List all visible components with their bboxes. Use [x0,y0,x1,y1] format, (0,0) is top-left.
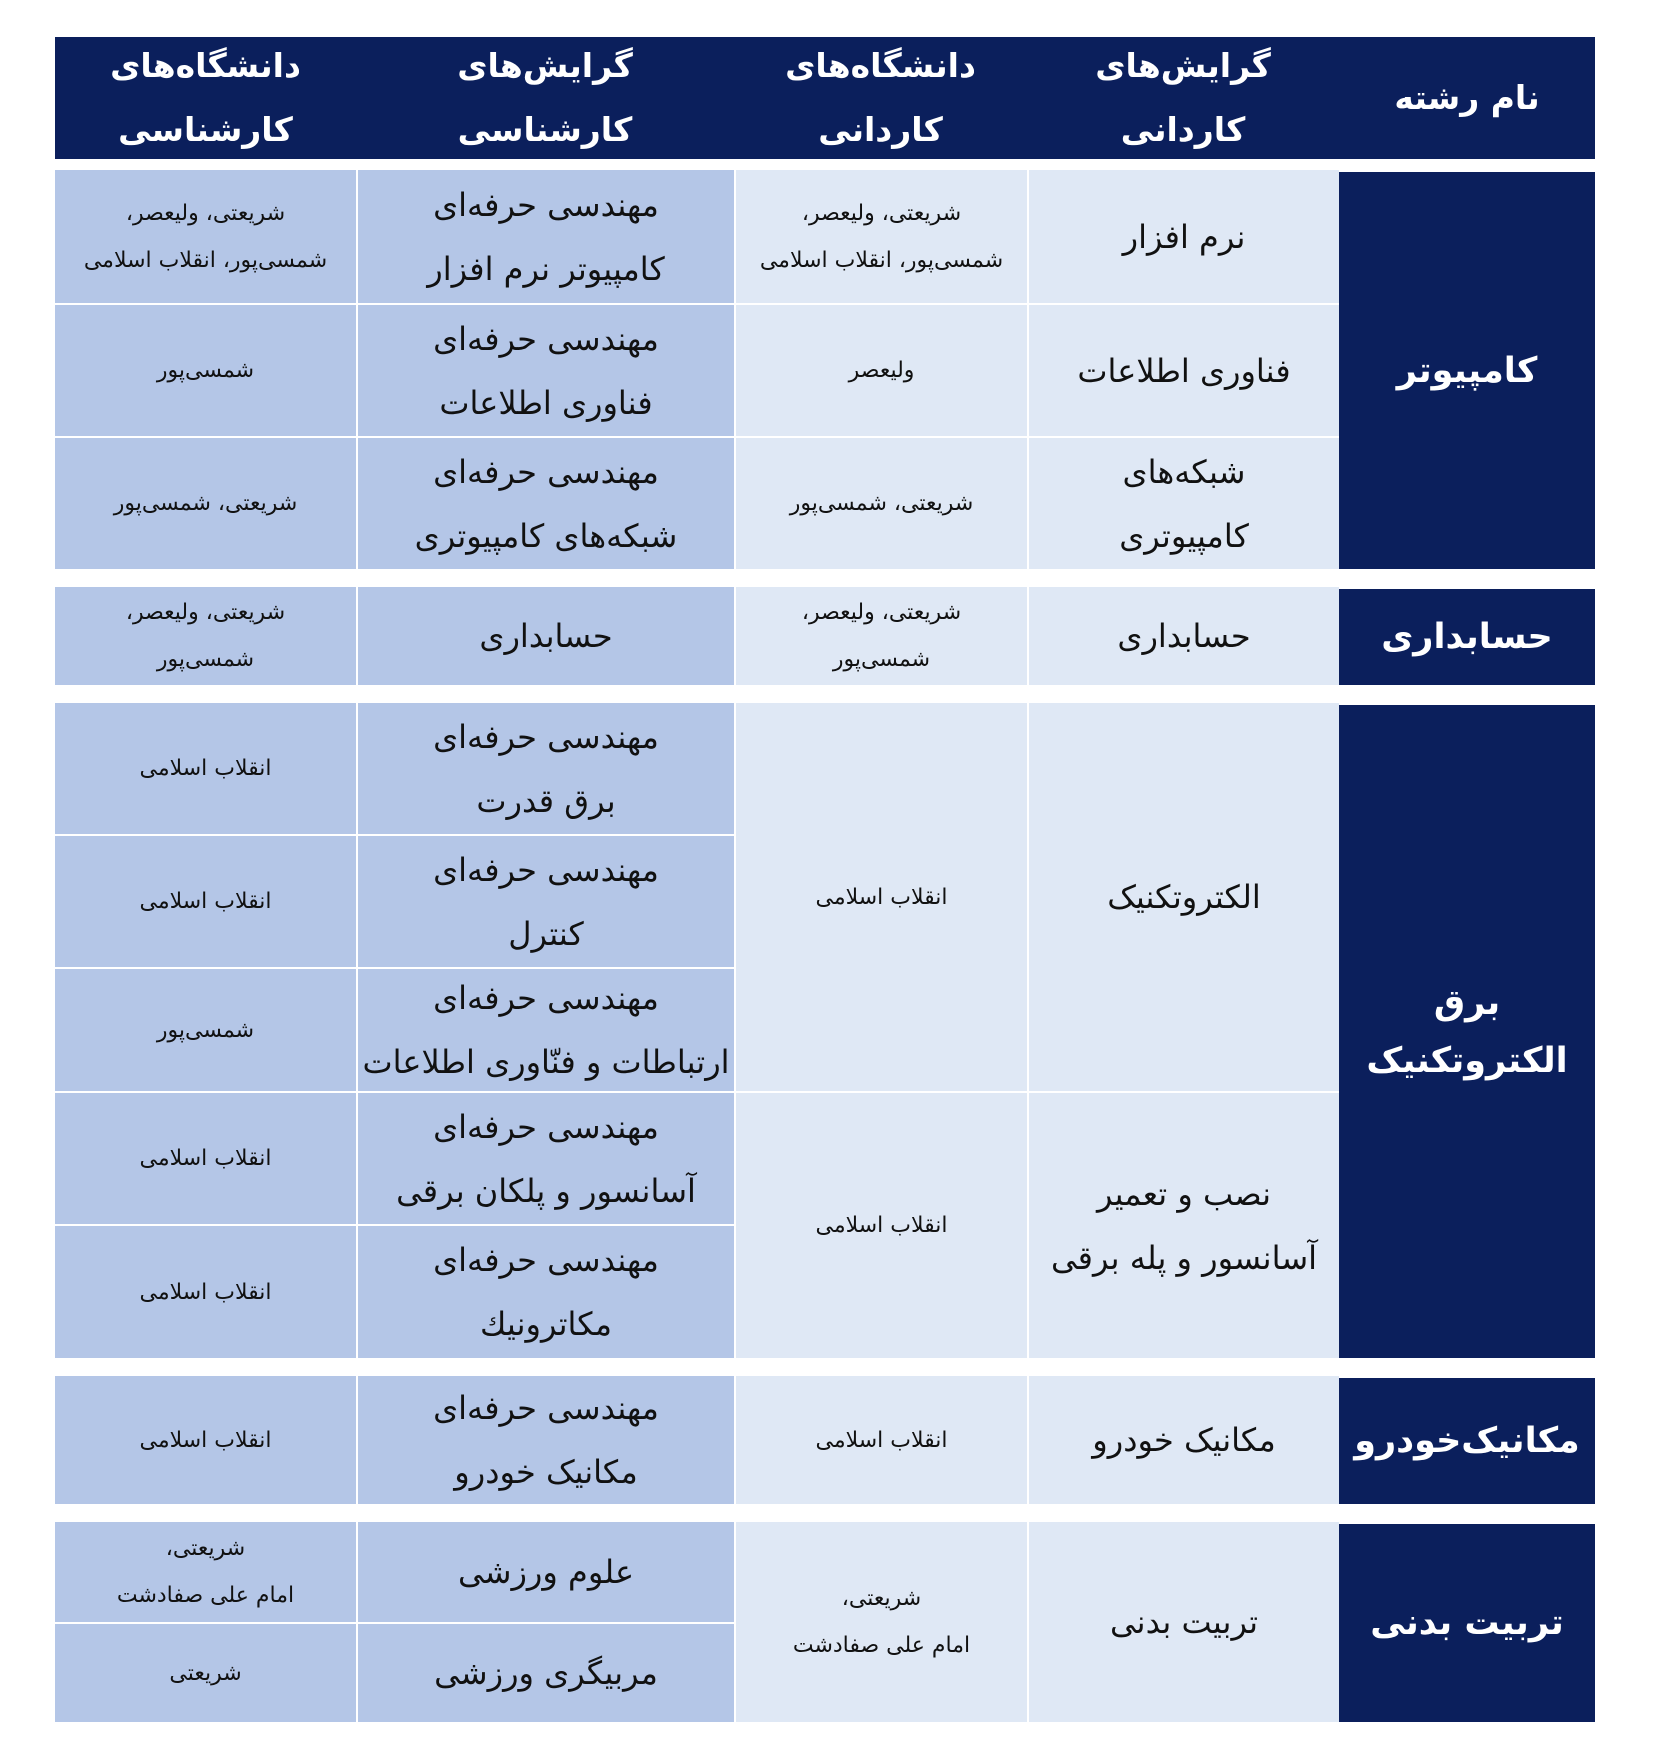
karshenasi-universities-cell: شمسی‌پور [55,967,356,1091]
header-karshenasi-universities: دانشگاه‌های کارشناسی [55,37,356,159]
kardani-universities-cell: انقلاب اسلامی [734,1376,1027,1504]
kardani-universities-cell: شریعتی، ولیعصر، شمسی‌پور [734,587,1027,685]
karshenasi-major-cell: مهندسی حرفه‌ای کامپیوتر نرم افزار [356,170,734,303]
kardani-major-cell: مکانیک خودرو [1027,1376,1339,1504]
majors-table [55,37,1595,1722]
header-field-name: نام رشته [1339,37,1595,159]
kardani-major-cell: حسابداری [1027,587,1339,685]
karshenasi-major-cell: علوم ورزشی [356,1522,734,1622]
karshenasi-universities-cell: انقلاب اسلامی [55,703,356,834]
field-name-physical-education: تربیت بدنی [1339,1522,1595,1722]
karshenasi-universities-cell: شریعتی، ولیعصر، شمسی‌پور [55,587,356,685]
karshenasi-major-cell: حسابداری [356,587,734,685]
kardani-major-cell: نرم افزار [1027,170,1339,303]
karshenasi-universities-cell: انقلاب اسلامی [55,1224,356,1358]
karshenasi-universities-cell: شریعتی [55,1622,356,1722]
karshenasi-universities-cell: انقلاب اسلامی [55,834,356,967]
karshenasi-universities-cell: شریعتی، ولیعصر، شمسی‌پور، انقلاب اسلامی [55,170,356,303]
karshenasi-major-cell: مهندسی حرفه‌ای کنترل [356,834,734,967]
kardani-major-cell: تربیت بدنی [1027,1522,1339,1722]
karshenasi-major-cell: مهندسی حرفه‌ای فناوری اطلاعات [356,303,734,436]
kardani-universities-cell: ولیعصر [734,303,1027,436]
karshenasi-major-cell: مهندسی حرفه‌ای ارتباطات و فنّاوری اطلاعات [356,967,734,1091]
karshenasi-universities-cell: انقلاب اسلامی [55,1091,356,1224]
karshenasi-universities-cell: انقلاب اسلامی [55,1376,356,1504]
kardani-major-cell: الکتروتکنیک [1027,703,1339,1091]
kardani-universities-cell: شریعتی، ولیعصر، شمسی‌پور، انقلاب اسلامی [734,170,1027,303]
karshenasi-universities-cell: شریعتی، شمسی‌پور [55,436,356,569]
karshenasi-major-cell: مهندسی حرفه‌ای مکانیک خودرو [356,1376,734,1504]
karshenasi-major-cell: مهندسی حرفه‌ای آسانسور و پلکان برقی [356,1091,734,1224]
kardani-major-cell: نصب و تعمیر آسانسور و پله برقی [1027,1091,1339,1358]
karshenasi-major-cell: مربیگری ورزشی [356,1622,734,1722]
kardani-universities-cell: شریعتی، شمسی‌پور [734,436,1027,569]
karshenasi-universities-cell: شریعتی، امام علی صفادشت [55,1522,356,1622]
kardani-universities-cell: شریعتی، امام علی صفادشت [734,1522,1027,1722]
kardani-major-cell: شبکه‌های کامپیوتری [1027,436,1339,569]
field-name-electrical: برق الکتروتکنیک [1339,703,1595,1358]
header-karshenasi-majors: گرایش‌های کارشناسی [356,37,734,159]
header-kardani-majors: گرایش‌های کاردانی [1027,37,1339,159]
header-kardani-universities: دانشگاه‌های کاردانی [734,37,1027,159]
field-name-accounting: حسابداری [1339,587,1595,685]
karshenasi-universities-cell: شمسی‌پور [55,303,356,436]
kardani-universities-cell: انقلاب اسلامی [734,703,1027,1091]
karshenasi-major-cell: مهندسی حرفه‌ای برق قدرت [356,703,734,834]
karshenasi-major-cell: مهندسی حرفه‌ای شبکه‌های کامپیوتری [356,436,734,569]
field-name-auto-mechanics: مکانیک‌خودرو [1339,1376,1595,1504]
karshenasi-major-cell: مهندسی حرفه‌ای مکاترونیك [356,1224,734,1358]
field-name-computer: کامپیوتر [1339,170,1595,569]
kardani-major-cell: فناوری اطلاعات [1027,303,1339,436]
kardani-universities-cell: انقلاب اسلامی [734,1091,1027,1358]
